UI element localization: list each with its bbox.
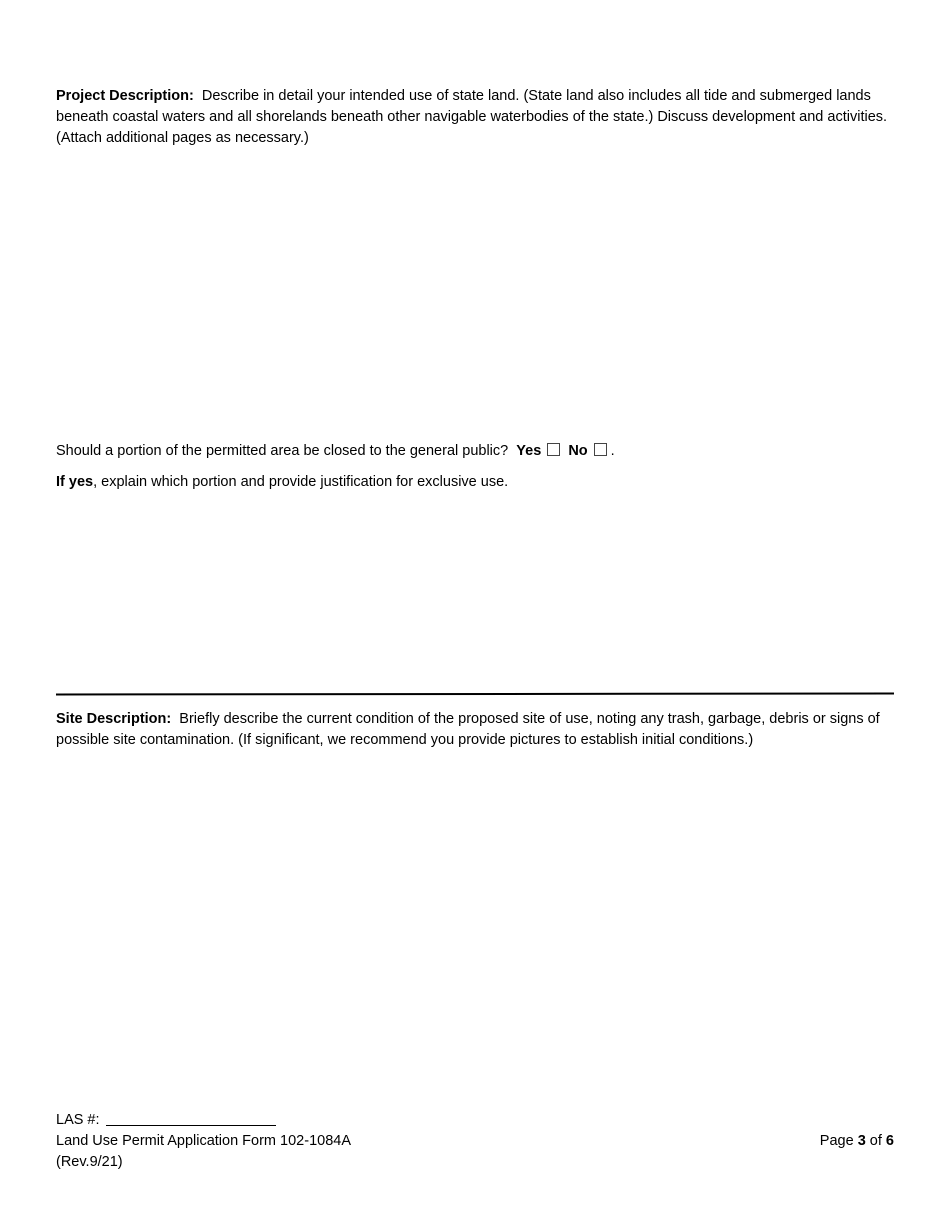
project-description-label: Project Description: [56, 88, 194, 104]
no-label: No [568, 443, 588, 459]
if-yes-answer-area[interactable] [56, 498, 892, 683]
form-revision: (Rev.9/21) [56, 1154, 123, 1170]
no-checkbox[interactable] [594, 443, 607, 456]
page-total: 6 [885, 1133, 894, 1149]
if-yes-label: If yes [56, 474, 94, 490]
site-description-text: Briefly describe the current condition of the proposed site of use, noting any trash, garbage, debris or signs of possible site contamination. (If significant, we recommend you provide pictures to establish initial conditions.) [56, 711, 880, 748]
closure-question [56, 441, 892, 462]
site-description-prompt [56, 709, 892, 751]
project-description-text: Describe in detail your intended use of state land. (State land also includes all tide and submerged lands beneath coastal waters and all shorelands beneath other navigable waterbodies of the state.) Discuss development and activities. (Attach additional pages as necessary.) [56, 88, 888, 146]
if-yes-prompt [56, 472, 892, 493]
closure-end-punct: . [610, 443, 615, 459]
yes-label: Yes [516, 443, 542, 459]
page-current: 3 [857, 1133, 866, 1149]
page-of: of [869, 1133, 882, 1149]
form-name: Land Use Permit Application Form 102-1084A [56, 1133, 351, 1149]
section-divider [56, 692, 894, 695]
page-number [820, 1131, 894, 1152]
las-label: LAS #: [56, 1112, 100, 1128]
site-description-label: Site Description: [56, 711, 172, 727]
yes-checkbox[interactable] [547, 443, 560, 456]
site-description-answer-area[interactable] [56, 756, 892, 1096]
project-description-answer-area[interactable] [56, 152, 892, 432]
page-prefix: Page [819, 1133, 854, 1149]
closure-question-text: Should a portion of the permitted area be closed to the general public? [56, 443, 509, 459]
las-number-line [56, 1110, 276, 1131]
if-yes-text: , explain which portion and provide justification for exclusive use. [93, 474, 509, 490]
project-description-prompt [56, 86, 892, 149]
las-number-field[interactable] [106, 1111, 276, 1126]
